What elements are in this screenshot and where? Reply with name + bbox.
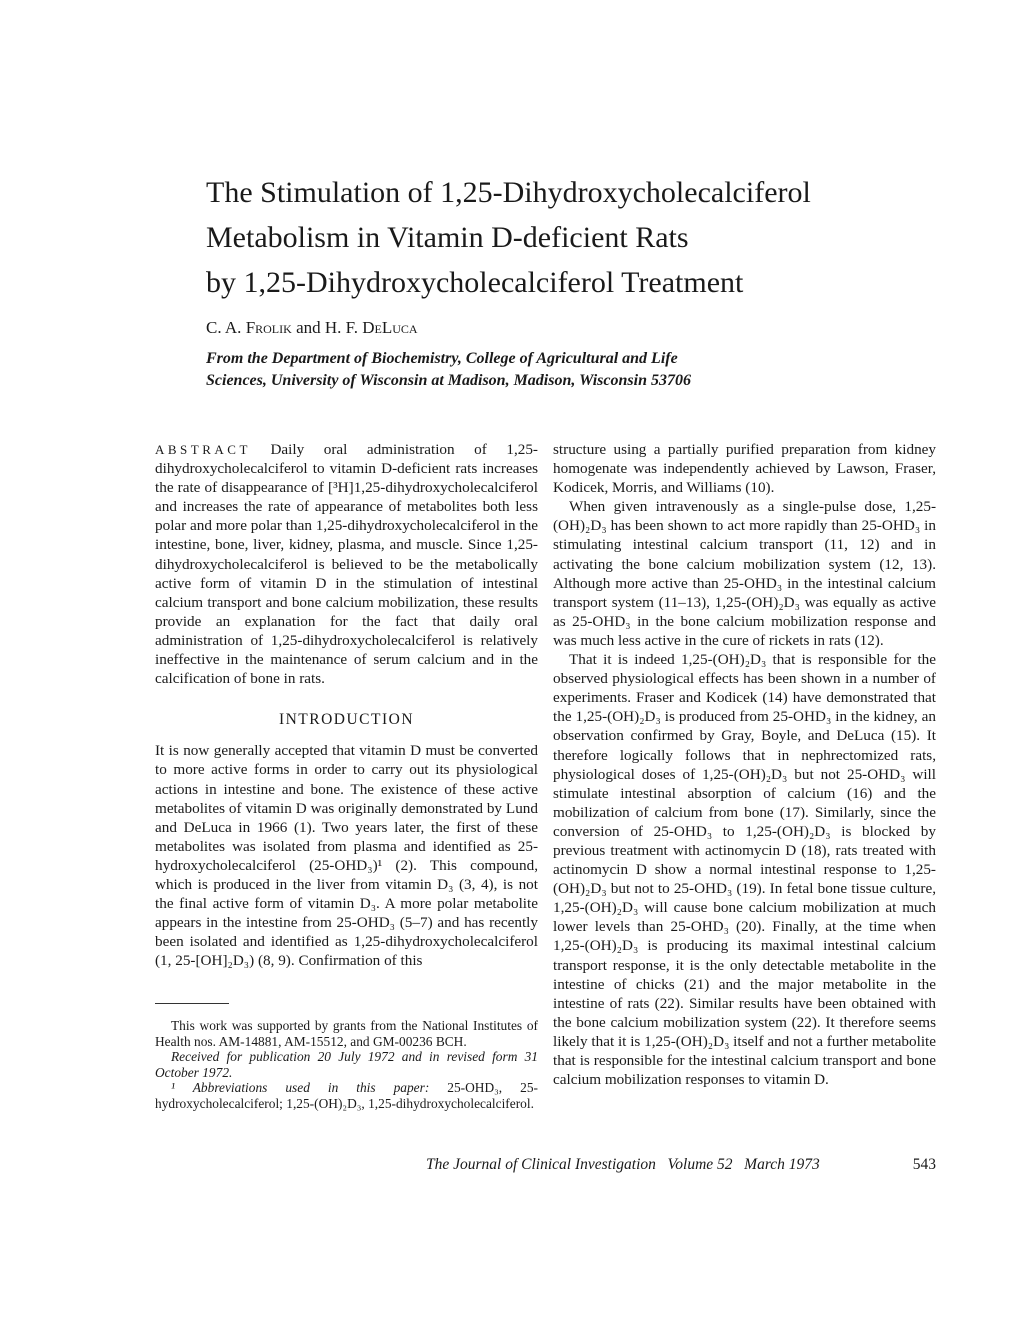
author-2-surname: DeLuca (362, 318, 418, 337)
footnote-rule (155, 1003, 229, 1004)
author-conjunction: and (296, 318, 321, 337)
affiliation-line-1: From the Department of Biochemistry, College of Agricultural and Life (206, 350, 678, 367)
introduction-paragraph-1: It is now generally accepted that vitamin D must be converted to more active forms in order to carry out its physiological actions in intestine and bone. The existence of these active metabolites of vitamin D was originally demonstrated by Lund and DeLuca in 1966 (1). Two years later, the first of these metabolites was isolated from plasma and identified as 25-hydroxycholecalciferol (25-OHD₃)¹ (2). This compound, which is produced in the liver from vitamin D₃ (3, 4), is not the final active form of vitamin D₃. A more polar metabolite appears in the intestine from 25-OHD₃ (5–7) and has recently been isolated and identified as 1,25-dihydroxycholecalciferol (1, 25-[OH]₂D₃) (8, 9). Confirmation of this (155, 742, 538, 970)
title-line-3: by 1,25-Dihydroxycholecalciferol Treatment (206, 266, 744, 299)
author-line (206, 318, 418, 338)
article-title (206, 170, 926, 305)
abstract (155, 440, 538, 688)
page-number: 543 (912, 1156, 936, 1173)
title-line-2: Metabolism in Vitamin D-deficient Rats (206, 221, 689, 254)
footnote-abbreviations (155, 1080, 538, 1111)
footer-journal: The Journal of Clinical Investigation (426, 1156, 656, 1173)
footnote-abbrev-text: 25-OHD₃, 25-hydroxycholecalciferol; 1,25-(OH)₂D₃, 1,25-dihydroxycholecalciferol. (155, 1080, 538, 1111)
abstract-text: Daily oral administration of 1,25-dihydroxycholecalciferol to vitamin D-deficient rats increases the rate of disappearance of [³H]1,25-dihydroxycholecalciferol and increases the rate of appearance of metabolites both less polar and more polar than 1,25-dihydroxycholecalciferol in the intestine, bone, liver, kidney, plasma, and muscle. Since 1,25-dihydroxycholecalciferol is believed to be the metabolically active form of vitamin D in the stimulation of intestinal calcium transport and bone calcium mobilization, these results provide an explanation for the fact that daily oral administration of 1,25-dihydroxycholecalciferol is relatively ineffective in the maintenance of serum calcium and in the calcification of bone in rats. (155, 441, 538, 688)
right-column (553, 440, 936, 1089)
abstract-label: ABSTRACT (155, 442, 251, 457)
introduction-paragraph-3: That it is indeed 1,25-(OH)₂D₃ that is responsible for the observed physiological effects has been shown in a number of experiments. Fraser and Kodicek (14) have demonstrated that the 1,25-(OH)₂D₃ is produced from 25-OHD₃ in the kidney, an observation confirmed by Gray, Boyle, and DeLuca (15). It therefore logically follows that in nephrectomized rats, physiological doses of 1,25-(OH)₂D₃ but not 25-OHD₃ will stimulate intestinal absorption of calcium (16) and the mobilization of calcium from bone (17). Similarly, since the conversion of 25-OHD₃ to 1,25-(OH)₂D₃ is blocked by previous treatment with actinomycin D (18), rats treated with actinomycin D show a normal intestinal response to 1,25-(OH)₂D₃ but not to 25-OHD₃ (19). In fetal bone tissue culture, 1,25-(OH)₂D₃ will cause bone calcium mobilization at much lower levels than 25-OHD₃ (20). Finally, at the time when 1,25-(OH)₂D₃ is producing its maximal intestinal calcium transport response, it is the only detectable metabolite in the intestine of chicks (21) and the major metabolite in the intestine of rats (22). Similar results have been obtained with the bone calcium mobilization system (22). It therefore seems likely that it is 1,25-(OH)₂D₃ itself and not a further metabolite that is responsible for the intestinal calcium transport and bone calcium mobilization responses to vitamin D. (553, 651, 937, 1089)
footnote-support: This work was supported by grants from the National Institutes of Health nos. AM-14881, AM-15512, and GM-00236 BCH. (155, 1018, 538, 1049)
footnote-received: Received for publication 20 July 1972 and in revised form 31 October 1972. (155, 1049, 538, 1080)
affiliation (206, 348, 691, 392)
introduction-heading: INTRODUCTION (278, 711, 415, 729)
page-footer (426, 1156, 936, 1174)
author-1-initials: C. A. (206, 318, 242, 337)
footer-date: March 1973 (744, 1156, 820, 1173)
author-2-initials: H. F. (324, 318, 358, 337)
affiliation-line-2: Sciences, University of Wisconsin at Madison, Madison, Wisconsin 53706 (206, 372, 691, 389)
title-line-1: The Stimulation of 1,25-Dihydroxycholecalciferol (206, 176, 811, 209)
footer-volume: Volume 52 (667, 1156, 733, 1173)
footnote-abbrev-label: ¹ Abbreviations used in this paper: (171, 1080, 430, 1096)
introduction-paragraph-1-cont: structure using a partially purified preparation from kidney homogenate was independently achieved by Lawson, Fraser, Kodicek, Morris, and Williams (10). (553, 441, 936, 497)
introduction-paragraph-2: When given intravenously as a single-pulse dose, 1,25-(OH)₂D₃ has been shown to act more rapidly than 25-OHD₃ in stimulating intestinal calcium transport (11, 12) and in activating the bone calcium mobilization system (12, 13). Although more active than 25-OHD₃ in the intestinal calcium transport system (11–13), 1,25-(OH)₂D₃ was equally as active as 25-OHD₃ in the bone calcium mobilization response and was much less active in the cure of rickets in rats (12). (553, 498, 936, 649)
left-column (155, 440, 538, 970)
author-1-surname: Frolik (245, 318, 292, 337)
footnotes (155, 1003, 538, 1112)
